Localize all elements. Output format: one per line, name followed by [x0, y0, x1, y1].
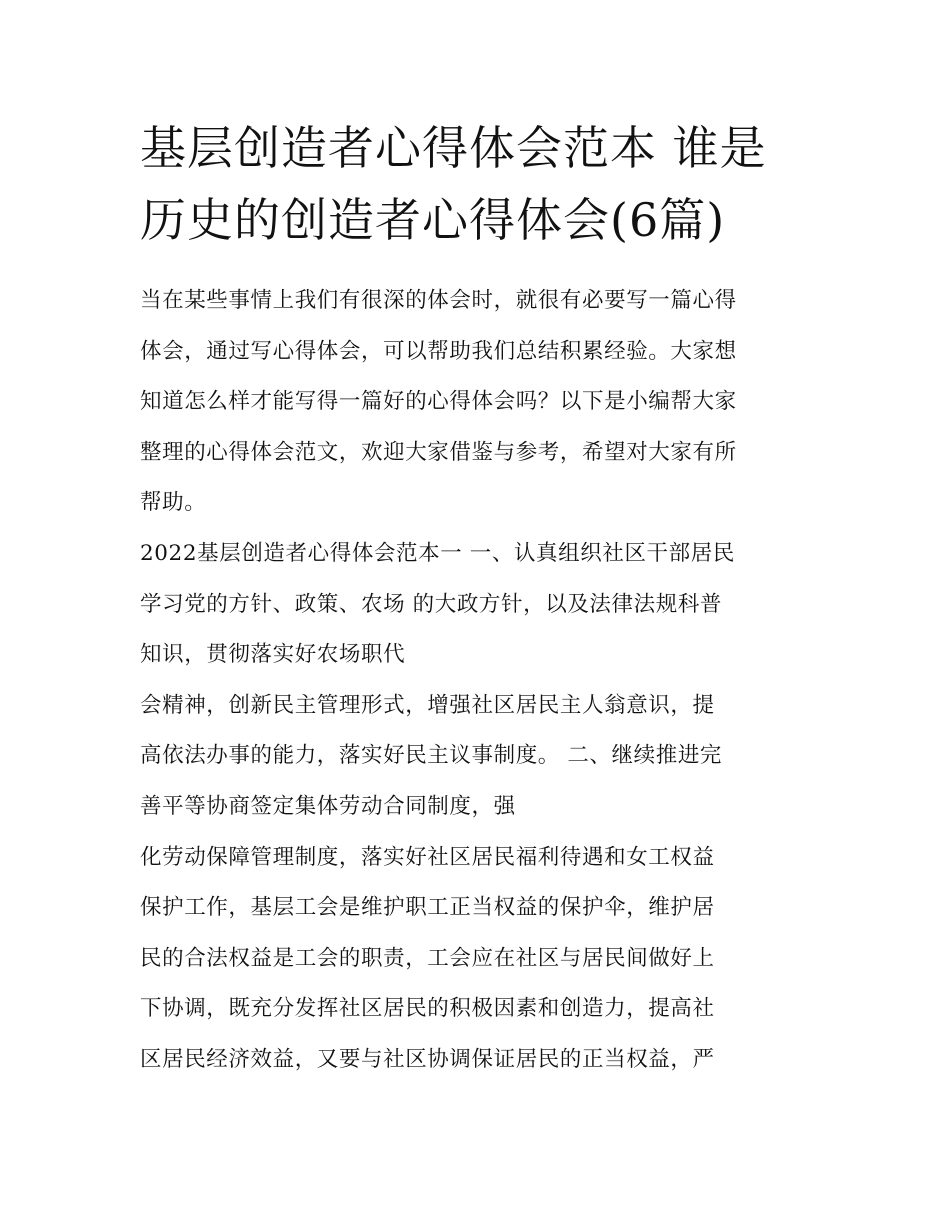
- text-line: 善平等协商签定集体劳动合同制度，强: [140, 793, 516, 819]
- text-line: 当在某些事情上我们有很深的体会时，就很有必要写一篇心得: [140, 288, 737, 313]
- text-line: 下协调，既充分发挥社区居民的积极因素和创造力，提高社: [140, 996, 715, 1022]
- title-line-1: 基层创造者心得体会范本 谁是: [140, 121, 767, 175]
- text-line: 民的合法权益是工会的职责，工会应在社区与居民间做好上: [140, 945, 715, 971]
- text-line: 知道怎么样才能写得一篇好的心得体会吗？以下是小编帮大家: [140, 389, 737, 415]
- page-title: [140, 112, 840, 256]
- title-line-2: 历史的创造者心得体会(6篇): [140, 193, 726, 247]
- text-line: 保护工作，基层工会是维护职工正当权益的保护伞，维护居: [140, 895, 715, 921]
- text-line: 区居民经济效益，又要与社区协调保证居民的正当权益，严: [140, 1046, 715, 1072]
- text-line: 学习党的方针、政策、农场 的大政方针，以及法律法规科普: [140, 591, 723, 617]
- text-line: 帮助。: [140, 490, 207, 516]
- body-text: [140, 276, 830, 1086]
- text-line: 高依法办事的能力，落实好民主议事制度。 二、继续推进完: [140, 743, 723, 769]
- text-line: 2022基层创造者心得体会范本一 一、认真组织社区干部居民: [140, 540, 735, 566]
- text-line: 体会，通过写心得体会，可以帮助我们总结积累经验。大家想: [140, 338, 737, 364]
- text-line: 会精神，创新民主管理形式，增强社区居民主人翁意识，提: [140, 692, 715, 718]
- text-line: 化劳动保障管理制度，落实好社区居民福利待遇和女工权益: [140, 844, 715, 870]
- text-line: 知识，贯彻落实好农场职代: [140, 642, 406, 668]
- text-line: 整理的心得体会范文，欢迎大家借鉴与参考，希望对大家有所: [140, 439, 737, 465]
